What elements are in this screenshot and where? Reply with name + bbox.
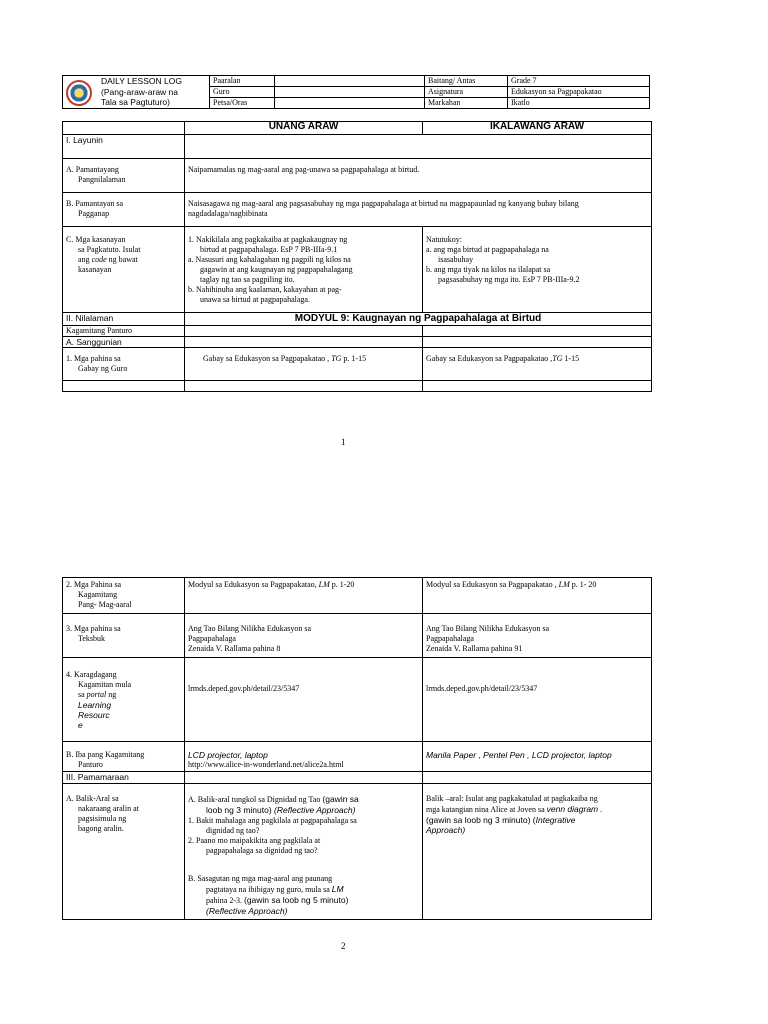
balik-aral-day1-line: 1. Bakit mahalaga ang pagkilala at pagpapahalaga sa xyxy=(188,816,357,825)
pamamaraan-label: III. Pamamaraan xyxy=(63,772,185,784)
gabay-guro-label-1: 1. Mga pahina sa xyxy=(66,354,121,363)
kasanayan-label-2: sa Pagkatuto. Isulat xyxy=(78,245,141,254)
lm-pages-label-1: 2. Mga Pahina sa xyxy=(66,580,122,589)
gabay-d1-pages: p. 1-15 xyxy=(341,354,367,363)
sanggunian-day1 xyxy=(185,337,423,348)
lm-pages-label xyxy=(63,578,185,614)
lm-d1-lm: LM xyxy=(318,580,330,589)
karagdagang-label-4: Learning xyxy=(78,700,112,710)
kagamitan-day1-tools: LCD projector, laptop xyxy=(188,750,268,760)
kasanayan-day1-line: taglay ng tao sa pagpiling ito. xyxy=(200,275,295,284)
day2-header: IKALAWANG ARAW xyxy=(423,122,652,135)
iba-pang-kagamitan-label xyxy=(63,742,185,772)
balik-aral-day1-line xyxy=(188,884,419,895)
alice-link[interactable]: http://www.alice-in-wonderland.net/alice2a.html xyxy=(188,760,344,769)
balik-aral-d2-text: mga katangian nina Alice at Joven sa xyxy=(426,805,547,814)
teksbuk-day2 xyxy=(423,614,652,658)
balik-aral-day1-line xyxy=(188,895,419,906)
nilalaman-label: II. Nilalaman xyxy=(63,313,185,326)
lm-pages-day1 xyxy=(185,578,423,614)
balik-aral-d1-a: A. Balik-aral tungkol sa Dignidad ng Tao xyxy=(188,795,323,804)
balik-aral-d1-b: pagtataya na ibibigay ng guro, mula sa xyxy=(206,885,332,894)
kasanayan-label-4: kasanayan xyxy=(78,265,112,274)
iba-pang-kagamitan-day1 xyxy=(185,742,423,772)
pamantayan-pagganap-label xyxy=(63,193,185,227)
dll-subtitle-2: Tala sa Pagtuturo) xyxy=(101,97,170,107)
lrmds-link-day2[interactable]: lrmds.deped.gov.ph/detail/23/5347 xyxy=(426,684,538,693)
pamamaraan-day1 xyxy=(185,772,423,784)
paaralan-label: Paaralan xyxy=(210,76,275,87)
teksbuk-label-2: Teksbuk xyxy=(78,634,105,643)
balik-aral-day1-line: dignidad ng tao? xyxy=(206,826,260,835)
gabay-d2-pages: 1-15 xyxy=(562,354,580,363)
modyul-title: MODYUL 9: Kaugnayan ng Pagpapahalaga at Birtud xyxy=(185,313,652,326)
karagdagang-label-3 xyxy=(66,690,181,700)
kasanayan-day1-line: birtud at pagpapahalaga. EsP 7 PB-IIIa-9.1 xyxy=(200,245,338,254)
markahan-label: Markahan xyxy=(425,98,508,109)
balik-aral-label xyxy=(63,784,185,920)
kasanayan-day1-line: 1. Nakikilala ang pagkakaiba at pagkakaugnay ng xyxy=(188,235,348,244)
kasanayan-day2-line: isasabuhay xyxy=(438,255,474,264)
karagdagang-label xyxy=(63,658,185,742)
karagdagang-day1 xyxy=(185,658,423,742)
kagamitan-day2 xyxy=(423,326,652,337)
balik-aral-day1 xyxy=(185,784,423,920)
page-number-1: 1 xyxy=(341,437,346,447)
pamantayang-label-2: Pangnilalaman xyxy=(78,175,126,184)
kasanayan-day2-line: b. ang mga tiyak na kilos na ilalapat sa xyxy=(426,265,551,274)
page-number-2: 2 xyxy=(341,941,346,951)
teksbuk-day2-line: Zenaida V. Rallama pahina 91 xyxy=(426,644,523,653)
iba-pang-kagamitan-day2 xyxy=(423,742,652,772)
markahan-value: Ikatlo xyxy=(508,98,650,109)
kasanayan-day1-line: gagawin at ang kaugnayan ng pagpapahalagang xyxy=(200,265,353,274)
gabay-guro-day2 xyxy=(423,348,652,381)
corner-cell xyxy=(63,122,185,135)
asignatura-value: Edukasyon sa Pagpapakatao xyxy=(508,87,650,98)
balik-aral-label-3: pagsisimula ng xyxy=(78,814,127,823)
empty-cell xyxy=(185,381,423,392)
karagdagang-label-3c: ng xyxy=(106,690,117,699)
header-table xyxy=(62,75,650,109)
gabay-d2-tg: TG xyxy=(552,354,563,363)
balik-aral-d2-time: (gawin sa loob ng 3 minuto) ( xyxy=(426,815,536,825)
teksbuk-day2-line: Pagpapahalaga xyxy=(426,634,474,643)
pamantayan-pagganap-content: Naisasagawa ng mag-aaral ang pagsasabuhay ng mga pagpapahalaga at birtud na magpapaunlad ng kanyang buhay bilang nagdadalaga/nagbibinata xyxy=(185,193,652,227)
kasanayan-label-3c: ng bawat xyxy=(106,255,138,264)
lesson-table-page2 xyxy=(62,577,652,920)
pamantayang-label xyxy=(63,159,185,193)
teksbuk-day1-line: Zenaida V. Rallama pahina 8 xyxy=(188,644,281,653)
teksbuk-day2-line: Ang Tao Bilang Nilikha Edukasyon sa xyxy=(426,624,550,633)
balik-aral-d1-a2: (gawin sa xyxy=(322,794,359,804)
dll-subtitle-1: (Pang-araw-araw na xyxy=(101,86,179,97)
teksbuk-day1 xyxy=(185,614,423,658)
kasanayan-label xyxy=(63,227,185,313)
lm-d2-lm: LM xyxy=(558,580,570,589)
gabay-guro-label xyxy=(63,348,185,381)
asignatura-label: Asignatura xyxy=(425,87,508,98)
balik-aral-day1-line xyxy=(188,794,419,805)
kasanayan-day1 xyxy=(185,227,423,313)
guro-value[interactable] xyxy=(275,87,425,98)
balik-aral-day2-line xyxy=(426,804,648,815)
kasanayan-label-3 xyxy=(66,255,181,265)
balik-aral-label-4: bagong aralin. xyxy=(78,824,124,833)
kasanayan-day1-line: b. Nahihinuha ang kaalaman, kakayahan at pag- xyxy=(188,285,342,294)
balik-aral-d1-time2: (gawin sa loob ng 5 minuto) xyxy=(244,895,349,905)
balik-aral-d2-dot: . xyxy=(598,805,603,814)
lm-pages-label-2: Kagamitang xyxy=(78,590,118,599)
iba-pang-kagamitan-label-2: Panturo xyxy=(78,760,103,769)
balik-aral-d2-integrative: Integrative xyxy=(535,815,576,825)
guro-label: Guro xyxy=(210,87,275,98)
pamantayang-content: Naipamamalas ng mag-aaral ang pag-unawa sa pagpapahalaga at birtud. xyxy=(185,159,652,193)
pamantayan-pagganap-label-1: B. Pamantayan sa xyxy=(66,199,124,208)
layunin-label: I. Layunin xyxy=(63,135,185,159)
balik-aral-day1-line: B. Sasagutan ng mga mag-aaral ang paunang xyxy=(188,874,333,883)
gabay-guro-day1 xyxy=(185,348,423,381)
gabay-guro-label-2: Gabay ng Guro xyxy=(78,364,128,373)
pamamaraan-day2 xyxy=(423,772,652,784)
teksbuk-day1-line: Ang Tao Bilang Nilikha Edukasyon sa xyxy=(188,624,312,633)
lm-pages-label-3: Pang- Mag-aaral xyxy=(78,600,132,609)
lm-d2-text: Modyul sa Edukasyon sa Pagpapakatao , xyxy=(426,580,559,589)
balik-aral-d2-venn: venn diagram xyxy=(546,804,599,814)
gabay-d1-tg: TG xyxy=(331,354,342,363)
karagdagang-label-1: 4. Karagdagang xyxy=(66,670,117,679)
gabay-d2-text: Gabay sa Edukasyon sa Pagpapakatao , xyxy=(426,354,553,363)
baitang-label: Baitang/ Antas xyxy=(425,76,508,87)
balik-aral-d1-time: loob ng 3 minuto) xyxy=(206,805,275,815)
layunin-content xyxy=(185,135,652,159)
balik-aral-day2 xyxy=(423,784,652,920)
iba-pang-kagamitan-label-1: B. Iba pang Kagamitang xyxy=(66,750,145,759)
balik-aral-day2-line xyxy=(426,815,648,825)
lesson-table-page1 xyxy=(62,121,652,392)
balik-aral-day1-line xyxy=(188,805,419,816)
kasanayan-day2 xyxy=(423,227,652,313)
balik-aral-d1-lm: LM xyxy=(331,884,344,894)
paaralan-value[interactable] xyxy=(275,76,425,87)
kagamitan-label: Kagamitang Panturo xyxy=(63,326,185,337)
kasanayan-day1-line: unawa sa birtud at pagpapahalaga. xyxy=(200,295,310,304)
teksbuk-label-1: 3. Mga pahina sa xyxy=(66,624,121,633)
baitang-value: Grade 7 xyxy=(508,76,650,87)
petsa-label: Petsa/Oras xyxy=(210,98,275,109)
balik-aral-day1-line: 2. Paano mo maipakikita ang pagkilala at xyxy=(188,836,321,845)
balik-aral-label-2: nakaraang aralin at xyxy=(78,804,139,813)
teksbuk-label xyxy=(63,614,185,658)
sanggunian-label: A. Sanggunian xyxy=(63,337,185,348)
kasanayan-day1-line: a. Nasusuri ang kahalagahan ng pagpili ng kilos na xyxy=(188,255,351,264)
karagdagang-label-3a: sa xyxy=(78,690,87,699)
kasanayan-label-1: C. Mga kasanayan xyxy=(66,235,126,244)
school-seal-logo xyxy=(66,80,92,106)
day1-header: UNANG ARAW xyxy=(185,122,423,135)
karagdagang-label-5: Resourc xyxy=(78,710,110,720)
balik-aral-d1-approach: (Reflective Approach) xyxy=(274,805,356,815)
balik-aral-label-1: A. Balik-Aral sa xyxy=(66,794,119,803)
balik-aral-day1-line: (Reflective Approach) xyxy=(206,906,288,916)
kasanayan-day2-line: Natutukoy: xyxy=(426,235,462,244)
balik-aral-day2-line: Balik –aral: Isulat ang pagkakatulad at pagkakaiba ng xyxy=(426,794,598,803)
balik-aral-day1-line xyxy=(188,864,419,874)
kasanayan-day2-line: pagsasabuhay ng mga ito. EsP 7 PB-IIIa-9.2 xyxy=(438,275,580,284)
kasanayan-label-3b: code xyxy=(91,255,107,264)
karagdagang-label-2: Kagamitan mula xyxy=(78,680,132,689)
lrmds-link-day1[interactable]: lrmds.deped.gov.ph/detail/23/5347 xyxy=(188,684,300,693)
petsa-value[interactable] xyxy=(275,98,425,109)
empty-cell xyxy=(63,381,185,392)
empty-cell xyxy=(423,381,652,392)
gabay-d1-text: Gabay sa Edukasyon sa Pagpapakatao , xyxy=(203,354,332,363)
kagamitan-day1 xyxy=(185,326,423,337)
lm-pages-day2 xyxy=(423,578,652,614)
kagamitan-day2-tools: Manila Paper , Pentel Pen , LCD projector, laptop xyxy=(426,750,612,760)
karagdagang-day2 xyxy=(423,658,652,742)
lm-d2-pages: p. 1- 20 xyxy=(569,580,597,589)
pamantayan-pagganap-label-2: Pagganap xyxy=(78,209,110,218)
balik-aral-day1-line: pagpapahalaga sa dignidad ng tao? xyxy=(206,846,318,855)
balik-aral-day2-line: Approach) xyxy=(426,825,466,835)
karagdagang-label-6: e xyxy=(78,720,83,730)
dll-title: DAILY LESSON LOG xyxy=(101,76,182,86)
sanggunian-day2 xyxy=(423,337,652,348)
kasanayan-day2-line: a. ang mga birtud at pagpapahalaga na xyxy=(426,245,549,254)
balik-aral-d1-page: pahina 2-3. xyxy=(206,896,244,905)
lm-d1-pages: p. 1-20 xyxy=(329,580,355,589)
dll-title-cell xyxy=(63,76,210,109)
pamantayang-label-1: A. Pamantayang xyxy=(66,165,119,174)
teksbuk-day1-line: Pagpapahalaga xyxy=(188,634,236,643)
lm-d1-text: Modyul sa Edukasyon sa Pagpapakatao, xyxy=(188,580,319,589)
karagdagang-label-3b: portal xyxy=(86,690,107,699)
kasanayan-label-3a: ang xyxy=(78,255,92,264)
